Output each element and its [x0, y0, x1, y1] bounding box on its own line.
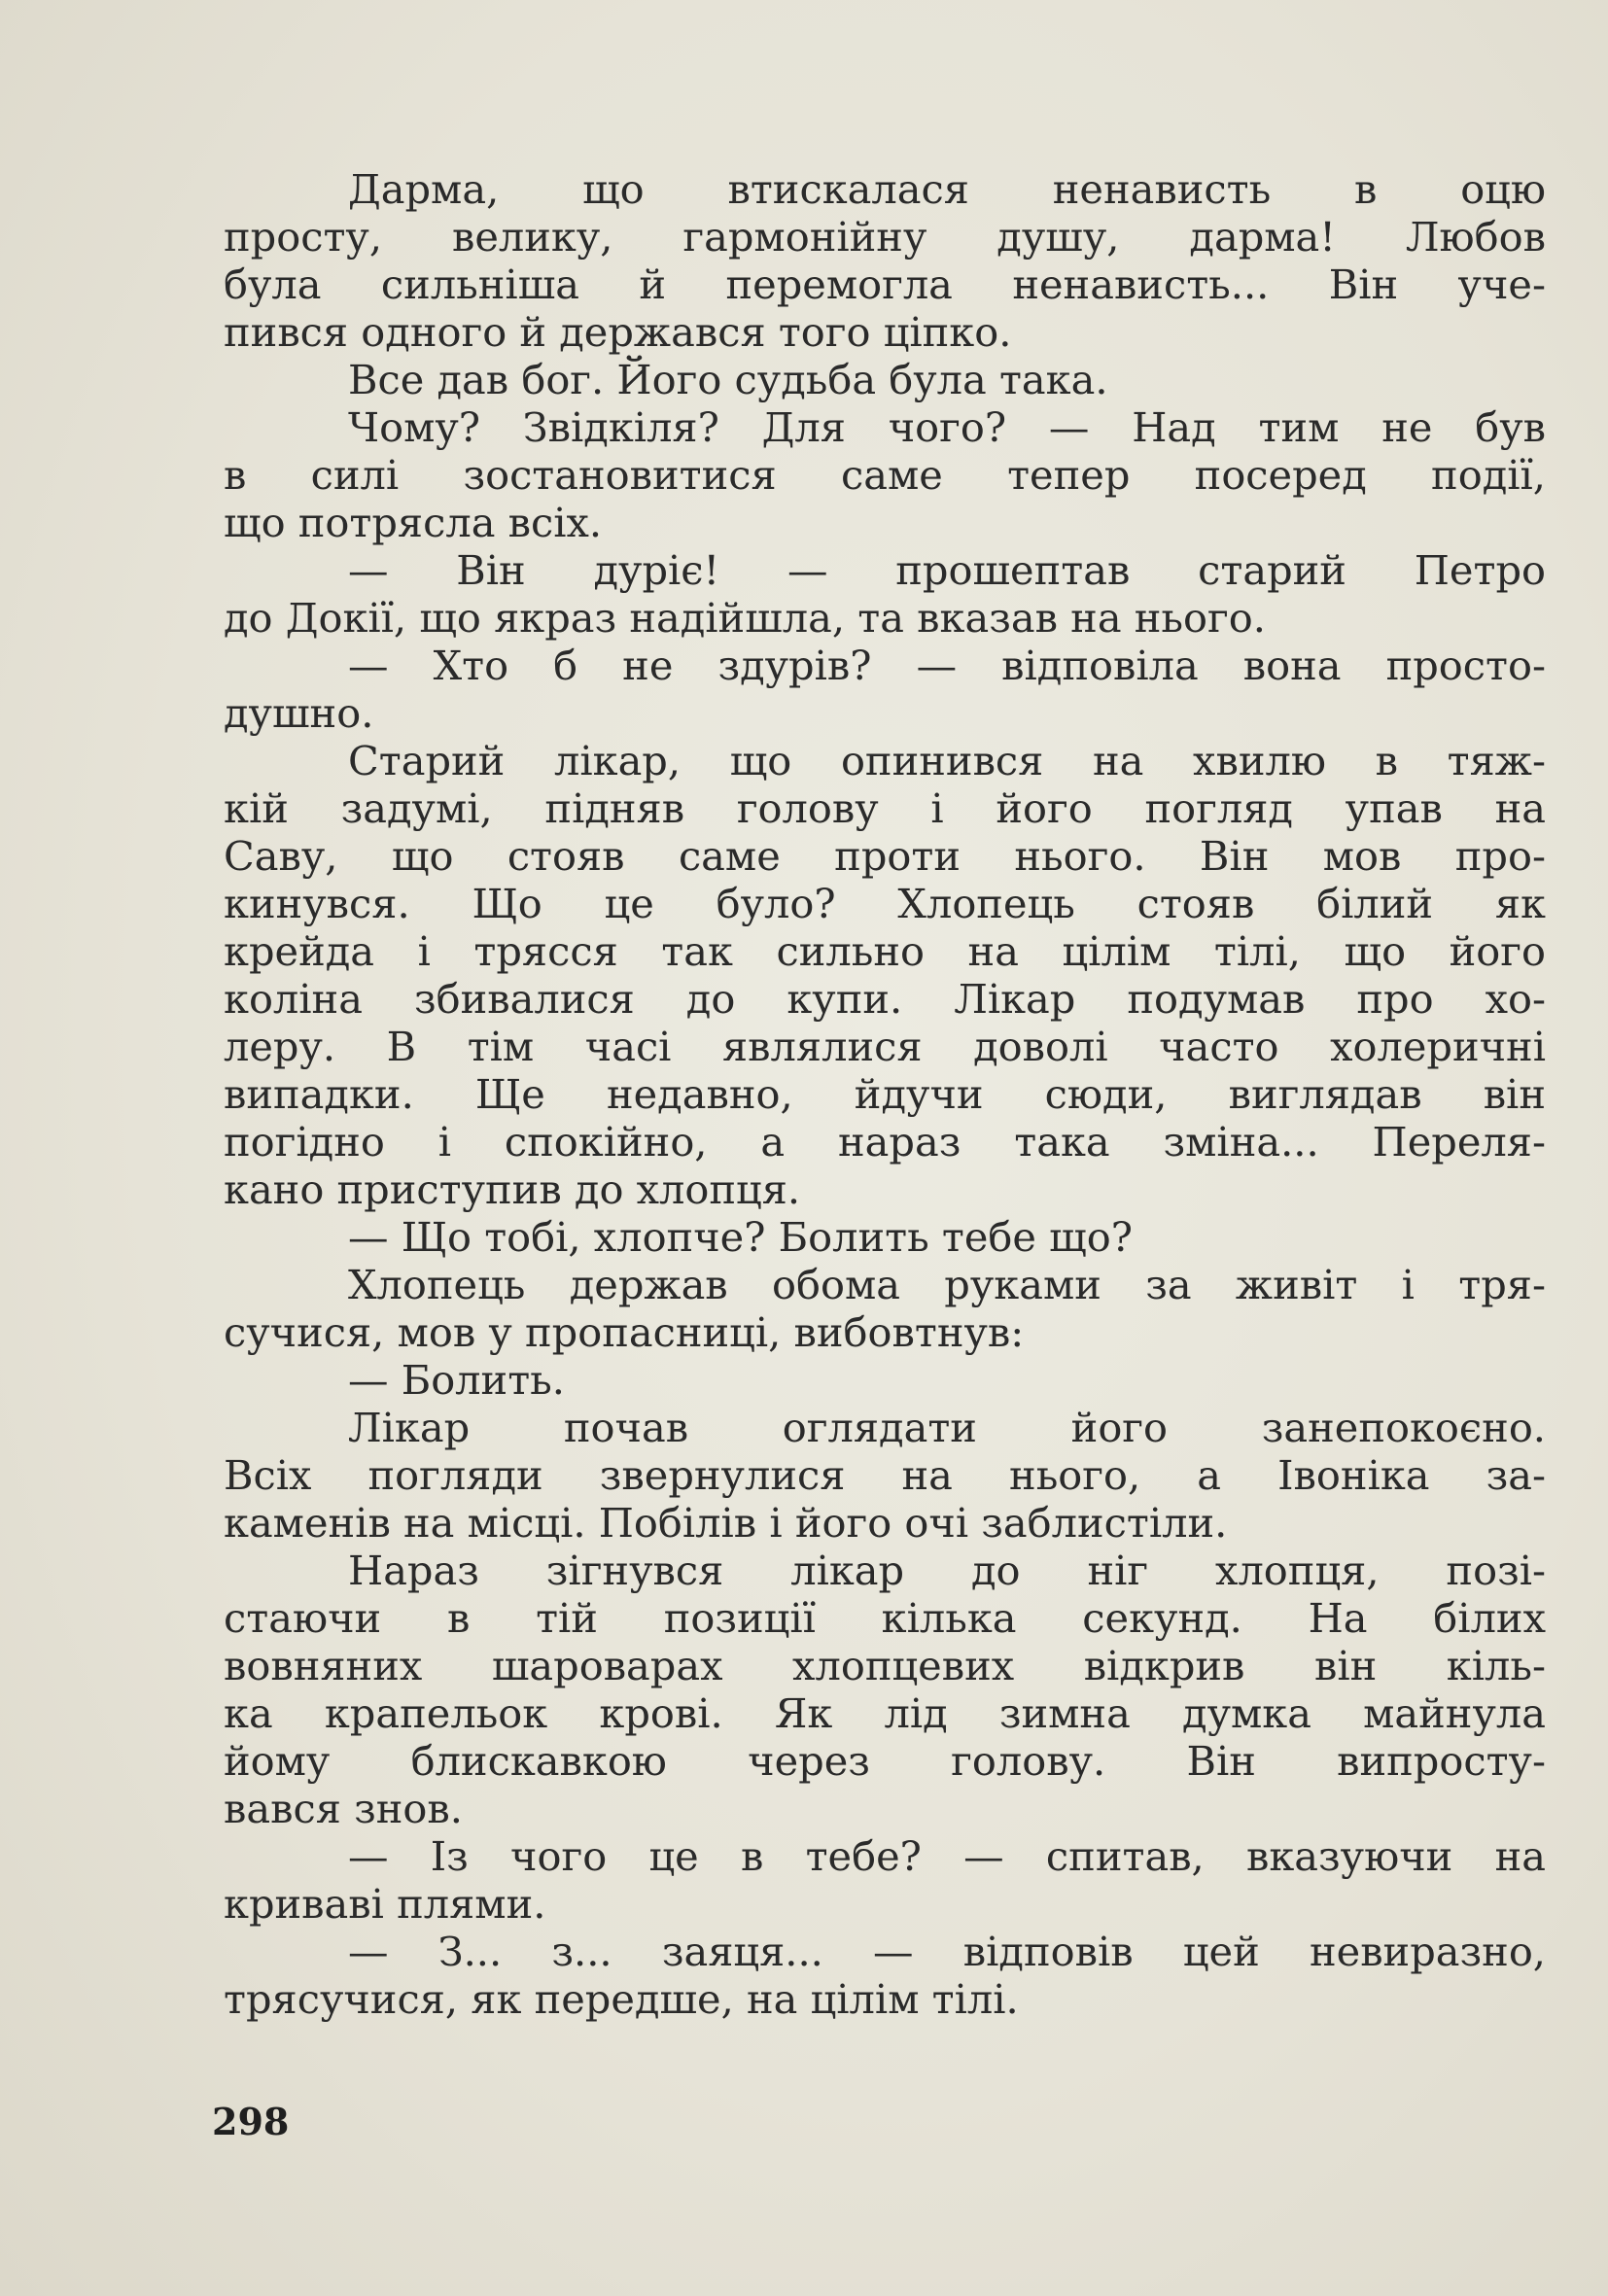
- text-line: сучися, мов у пропасниці, вибовтнув:: [224, 1308, 1025, 1356]
- text-line: випадки. Ще недавно, йдучи сюди, виглядав він: [224, 1070, 1546, 1118]
- text-line: вався знов.: [224, 1785, 463, 1832]
- text-line: Лікар почав оглядати його занепокоєно.: [348, 1404, 1546, 1451]
- text-line: Хлопець держав обома руками за живіт і тря-: [348, 1261, 1546, 1308]
- text-line: в силі зостановитися саме тепер посеред події,: [224, 451, 1546, 499]
- text-line: кій задумі, підняв голову і його погляд упав на: [224, 784, 1546, 832]
- text-line: Всіх погляди звернулися на нього, а Івоніка за-: [224, 1451, 1546, 1499]
- text-line: ка крапельок крові. Як лід зимна думка майнула: [224, 1689, 1546, 1737]
- text-line: — Він дурiє! — прошептав старий Петро: [348, 546, 1546, 594]
- text-line: Все дав бог. Його судьба була така.: [348, 356, 1108, 403]
- page-number: 298: [212, 2100, 290, 2143]
- text-line: Нараз зігнувся лікар до ніг хлопця, позі-: [348, 1547, 1546, 1594]
- text-line: крейда і трясся так сильно на цілім тілі, що його: [224, 927, 1546, 975]
- text-line: йому блискавкою через голову. Він випросту-: [224, 1737, 1546, 1785]
- text-line: Дарма, що втискалася ненависть в оцю: [348, 165, 1546, 213]
- text-line: кано приступив до хлопця.: [224, 1165, 801, 1213]
- text-line: душно.: [224, 689, 374, 737]
- text-line: пився одного й держався того цiпко.: [224, 308, 1012, 356]
- text-line: — Хто б не здурів? — відповіла вона просто-: [348, 642, 1546, 689]
- text-line: просту, велику, гармонійну душу, дарма! Любов: [224, 213, 1546, 261]
- text-line: до Докії, що якраз надійшла, та вказав на нього.: [224, 594, 1266, 642]
- text-line: леру. В тім часі являлися доволі часто холеричні: [224, 1023, 1546, 1070]
- text-line: криваві плями.: [224, 1880, 546, 1928]
- text-line: — Що тобі, хлопче? Болить тебе що?: [348, 1213, 1133, 1261]
- text-line: — Болить.: [348, 1356, 565, 1404]
- text-line: вовняних шароварах хлопцевих відкрив він кіль-: [224, 1642, 1546, 1689]
- text-line: була сильніша й перемогла ненависть... Він уче-: [224, 261, 1546, 308]
- text-line: Саву, що стояв саме проти нього. Він мов про-: [224, 832, 1546, 880]
- text-line: погідно і спокійно, а нараз така зміна... Переля-: [224, 1118, 1546, 1165]
- text-line: Старий лікар, що опинився на хвилю в тяж-: [348, 737, 1546, 784]
- text-line: — Із чого це в тебе? — спитав, вказуючи на: [348, 1832, 1546, 1880]
- body-text: [224, 165, 1546, 2023]
- text-line: — З... з... заяця... — відповів цей невиразно,: [348, 1928, 1546, 1975]
- text-line: трясучися, як передше, на цілім тілі.: [224, 1975, 1019, 2023]
- text-line: стаючи в тій позиції кілька секунд. На білих: [224, 1594, 1546, 1642]
- text-line: кинувся. Що це було? Хлопець стояв білий як: [224, 880, 1546, 927]
- text-line: коліна збивалися до купи. Лікар подумав про хо-: [224, 975, 1546, 1023]
- text-line: що потрясла всіх.: [224, 499, 603, 546]
- text-line: Чому? Звідкіля? Для чого? — Над тим не був: [348, 403, 1546, 451]
- text-line: каменів на місці. Побілів і його очі заблистіли.: [224, 1499, 1228, 1547]
